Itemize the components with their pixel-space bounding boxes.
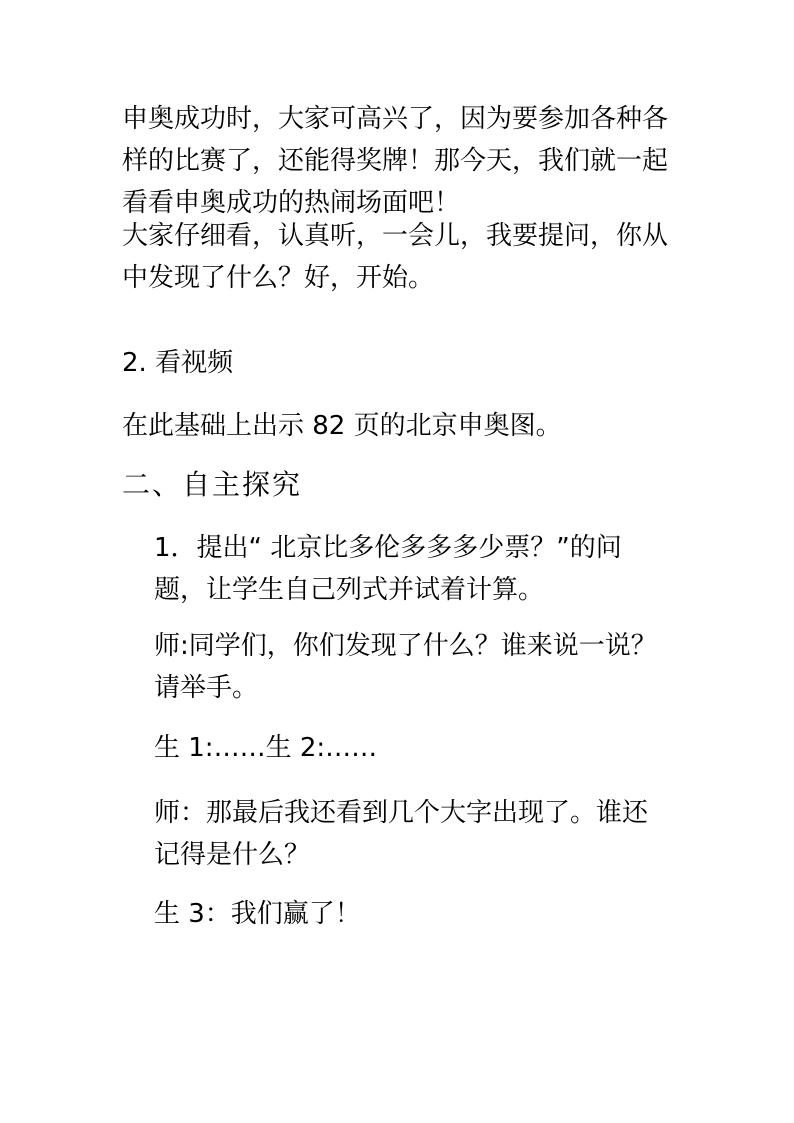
teacher-followup-line-1: 师：那最后我还看到几个大字出现了。谁还 (154, 798, 649, 828)
teacher-followup-line-2: 记得是什么？ (154, 840, 311, 870)
instruction-paragraph (122, 215, 682, 299)
item-1-paragraph (154, 527, 674, 611)
teacher-question-line-2: 请举手。 (154, 673, 259, 703)
show-image-note: 在此基础上出示 82 页的北京申奥图。 (122, 411, 562, 441)
intro-line-2: 样的比赛了，还能得奖牌！那今天，我们就一起 (122, 146, 669, 176)
student-3-reply: 生 3：我们赢了！ (154, 899, 361, 929)
step-2-heading: 2. 看视频 (122, 348, 234, 378)
instruction-line-2: 中发现了什么？好，开始。 (122, 263, 435, 293)
teacher-question-line-1: 师:同学们，你们发现了什么？谁来说一说？ (154, 631, 657, 661)
instruction-line-1: 大家仔细看，认真听，一会儿，我要提问，你从 (122, 221, 669, 251)
intro-line-1: 申奥成功时，大家可高兴了，因为要参加各种各 (122, 104, 669, 134)
intro-line-3: 看看申奥成功的热闹场面吧！ (122, 188, 461, 218)
item-1-line-2: 题，让学生自己列式并试着计算。 (154, 575, 545, 605)
intro-paragraph (122, 98, 682, 224)
students-reply: 生 1:……生 2:…… (154, 733, 378, 763)
teacher-question (154, 625, 674, 709)
teacher-followup (154, 792, 674, 876)
item-1-line-1: 1．提出“ 北京比多伦多多多少票？”的问 (154, 533, 622, 563)
section-heading: 二、自主探究 (122, 468, 303, 501)
